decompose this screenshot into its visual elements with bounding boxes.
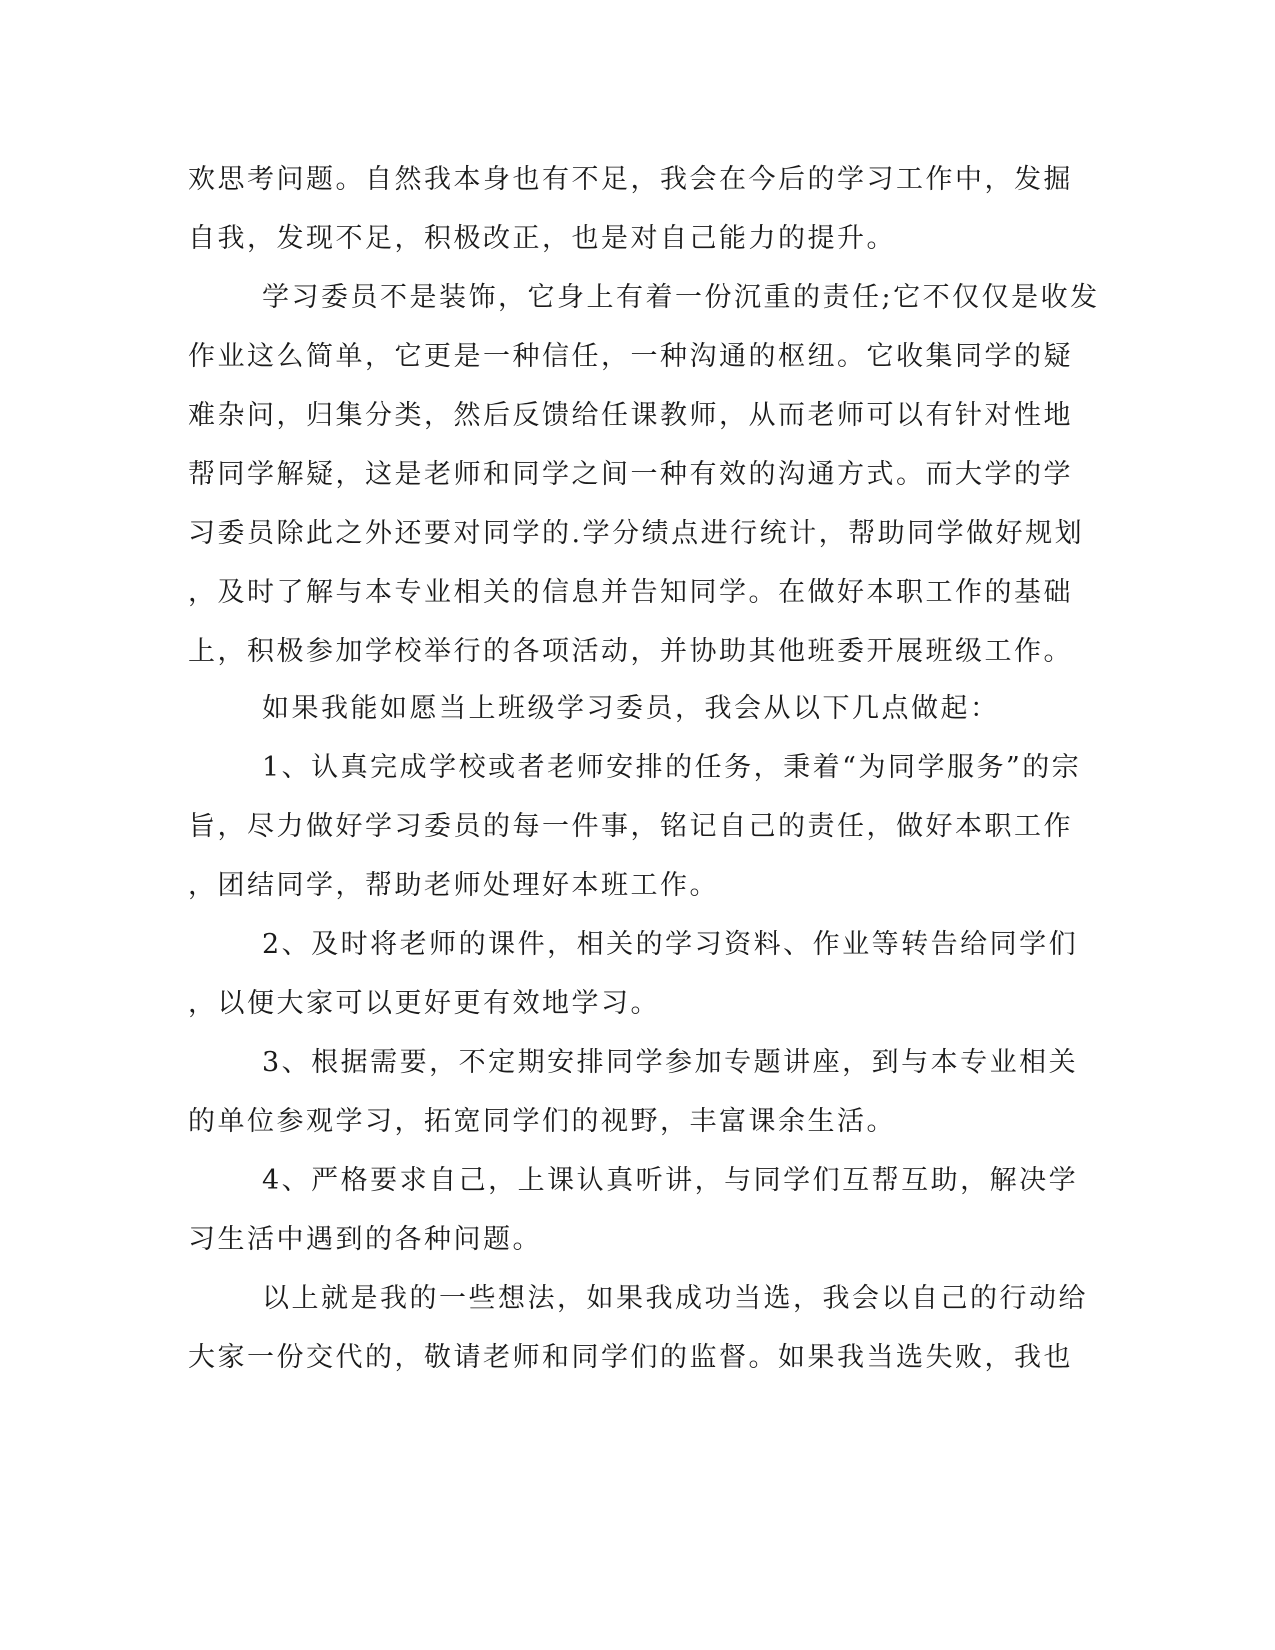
text-line: 自我，发现不足，积极改正，也是对自己能力的提升。 bbox=[188, 223, 896, 254]
text-line: 旨，尽力做好学习委员的每一件事，铭记自己的责任，做好本职工作 bbox=[188, 811, 1073, 842]
list-item-line: 4、严格要求自己，上课认真听讲，与同学们互帮互助，解决学 bbox=[262, 1165, 1079, 1196]
text-line: 欢思考问题。自然我本身也有不足，我会在今后的学习工作中，发掘 bbox=[188, 164, 1073, 195]
text-line: 习生活中遇到的各种问题。 bbox=[188, 1224, 542, 1255]
paragraph-start-line: 学习委员不是装饰，它身上有着一份沉重的责任;它不仅仅是收发 bbox=[262, 282, 1100, 313]
paragraph-start-line: 以上就是我的一些想法，如果我成功当选，我会以自己的行动给 bbox=[262, 1283, 1088, 1314]
text-line: 难杂问，归集分类，然后反馈给任课教师，从而老师可以有针对性地 bbox=[188, 400, 1073, 431]
text-line: ，团结同学，帮助老师处理好本班工作。 bbox=[188, 870, 719, 901]
text-line: 习委员除此之外还要对同学的.学分绩点进行统计，帮助同学做好规划 bbox=[188, 518, 1085, 549]
list-item-line: 3、根据需要，不定期安排同学参加专题讲座，到与本专业相关 bbox=[262, 1047, 1079, 1078]
list-item-line: 2、及时将老师的课件，相关的学习资料、作业等转告给同学们 bbox=[262, 929, 1079, 960]
list-item-line: 1、认真完成学校或者老师安排的任务，秉着“为同学服务”的宗 bbox=[262, 752, 1082, 783]
text-line: 的单位参观学习，拓宽同学们的视野，丰富课余生活。 bbox=[188, 1106, 896, 1137]
text-line: ，以便大家可以更好更有效地学习。 bbox=[188, 988, 660, 1019]
text-line: ，及时了解与本专业相关的信息并告知同学。在做好本职工作的基础 bbox=[188, 577, 1073, 608]
text-line: 作业这么简单，它更是一种信任，一种沟通的枢纽。它收集同学的疑 bbox=[188, 341, 1073, 372]
paragraph-start-line: 如果我能如愿当上班级学习委员，我会从以下几点做起： bbox=[262, 693, 1000, 724]
text-line: 大家一份交代的，敬请老师和同学们的监督。如果我当选失败，我也 bbox=[188, 1342, 1073, 1373]
text-line: 上，积极参加学校举行的各项活动，并协助其他班委开展班级工作。 bbox=[188, 636, 1073, 667]
text-line: 帮同学解疑，这是老师和同学之间一种有效的沟通方式。而大学的学 bbox=[188, 459, 1073, 490]
